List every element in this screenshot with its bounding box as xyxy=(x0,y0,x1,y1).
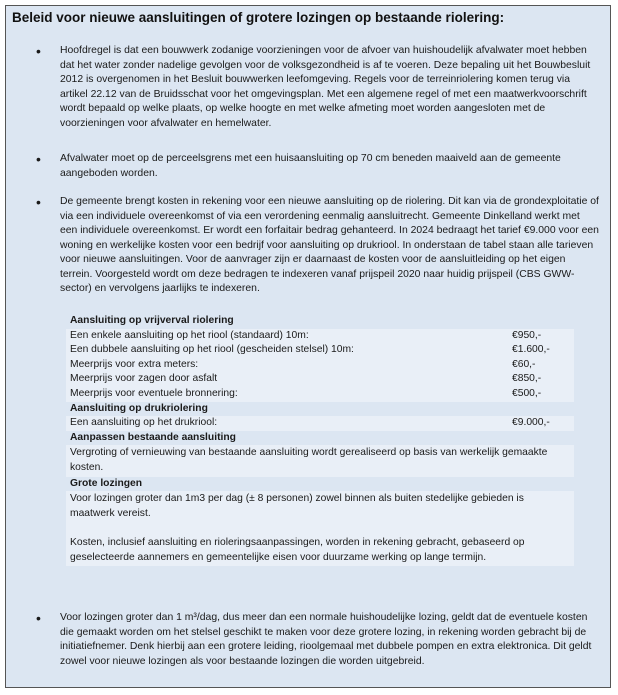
bullet-icon: • xyxy=(36,43,41,59)
table-section-header: Grote lozingen xyxy=(70,477,143,489)
table-section-header: Aansluiting op drukriolering xyxy=(70,402,208,414)
row-price: €500,- xyxy=(512,387,542,399)
table-paragraph-grote xyxy=(66,491,574,566)
table-row xyxy=(66,358,574,373)
table-row xyxy=(66,343,574,358)
row-price: €950,- xyxy=(512,329,542,341)
table-row xyxy=(66,372,574,387)
table-paragraph: Vergroting of vernieuwing van bestaande aansluiting wordt gerealiseerd op basis van werkelijk gemaakte kosten. xyxy=(66,445,574,476)
table-row xyxy=(66,387,574,402)
row-price: €1.600,- xyxy=(512,344,550,356)
page-title: Beleid voor nieuwe aansluitingen of grotere lozingen op bestaande riolering: xyxy=(12,10,505,25)
bullet-text-hoofdregel: Hoofdregel is dat een bouwwerk zodanige voorzieningen voor de afvoer van huishoudelijk afvalwater moet hebben dat het water zonder nadelige gevolgen voor de volksgezondheid is af te voeren. Deze bepaling uit het Bouwbesluit 2012 is overgenomen in het Besluit bouwwerken leefomgeving. Regels voor de terreinriolering komen terug via artikel 22.12 van de Bruidsschat voor het omgevingsplan. Met een algemene regel of met een maatwerkvoorschrift wordt bepaald op welke plaats, op welke hoogte en met welke afmeting moet worden aangesloten met de voorzieningen voor afvalwater en hemelwater. xyxy=(60,45,591,129)
row-label: Meerprijs voor extra meters: xyxy=(70,358,199,370)
row-price: €850,- xyxy=(512,373,542,385)
tariff-table xyxy=(66,314,574,566)
row-price: €9.000,- xyxy=(512,417,550,429)
row-label: Een dubbele aansluiting op het riool (gescheiden stelsel) 10m: xyxy=(70,344,354,356)
table-section-header: Aansluiting op vrijverval riolering xyxy=(70,315,234,326)
row-label: Meerprijs voor eventuele bronnering: xyxy=(70,387,238,399)
bullet-text-kosten: De gemeente brengt kosten in rekening voor een nieuwe aansluiting op de riolering. Dit kan via de grondexploitatie of via een individuele overeenkomst of via een verordening eenmalig aansluitrecht. Gemeente Dinkelland werkt met een individuele overeenkomst. Er wordt een forfaitair bedrag gehanteerd. In 2024 bedraagt het tarief €9.000 voor een woning en werkelijke kosten voor een bedrijf voor aansluiting op drukriool. In onderstaan de tabel staan alle tarieven voor nieuwe aansluitingen. Voor de aanvrager zijn er daarnaast de kosten voor de aansluitleiding op het eigen terrein. Voorgesteld wordt om deze bedragen te indexeren vanaf prijspeil 2020 naar huidig prijspeil (CBS GWW-sector) en vervolgens jaarlijks te indexeren. xyxy=(60,196,599,294)
table-row xyxy=(66,329,574,344)
bullet-icon: • xyxy=(36,610,41,626)
row-label: Meerprijs voor zagen door asfalt xyxy=(70,373,218,385)
row-label: Een enkele aansluiting op het riool (standaard) 10m: xyxy=(70,329,309,341)
bullet-text-grote-lozingen: Voor lozingen groter dan 1 m³/dag, dus meer dan een normale huishoudelijke lozing, geldt dat de eventuele kosten die gemaakt worden om het stelsel geschikt te maken voor deze grotere lozing, in rekening worden gebracht bij de initiatiefnemer. Denk hierbij aan een grotere leiding, rioolgemaal met dubbele pompen en extra elektronica. Dit geldt zowel voor nieuwe lozingen als voor bestaande lozingen die worden uitgebreid. xyxy=(60,612,592,667)
grote-lozingen-text: Voor lozingen groter dan 1m3 per dag (± 8 personen) zowel binnen als buiten stedelijke gebieden is maatwerk vereist. xyxy=(70,493,524,519)
bullet-text-afvalwater: Afvalwater moet op de perceelsgrens met een huisaansluiting op 70 cm beneden maaiveld aan de gemeente aangeboden worden. xyxy=(60,153,561,179)
bullet-icon: • xyxy=(36,194,41,210)
grote-lozingen-kosten-text: Kosten, inclusief aansluiting en rioleringsaanpassingen, worden in rekening gebracht, gebaseerd op geselecteerde aannemers en gemeentelijke eisen voor duurzame werking op lange termijn. xyxy=(70,536,525,563)
bullet-icon: • xyxy=(36,151,41,167)
row-price: €60,- xyxy=(512,358,536,370)
table-section-header: Aanpassen bestaande aansluiting xyxy=(70,431,236,443)
row-label: Een aansluiting op het drukriool: xyxy=(70,417,218,429)
table-row xyxy=(66,416,574,431)
